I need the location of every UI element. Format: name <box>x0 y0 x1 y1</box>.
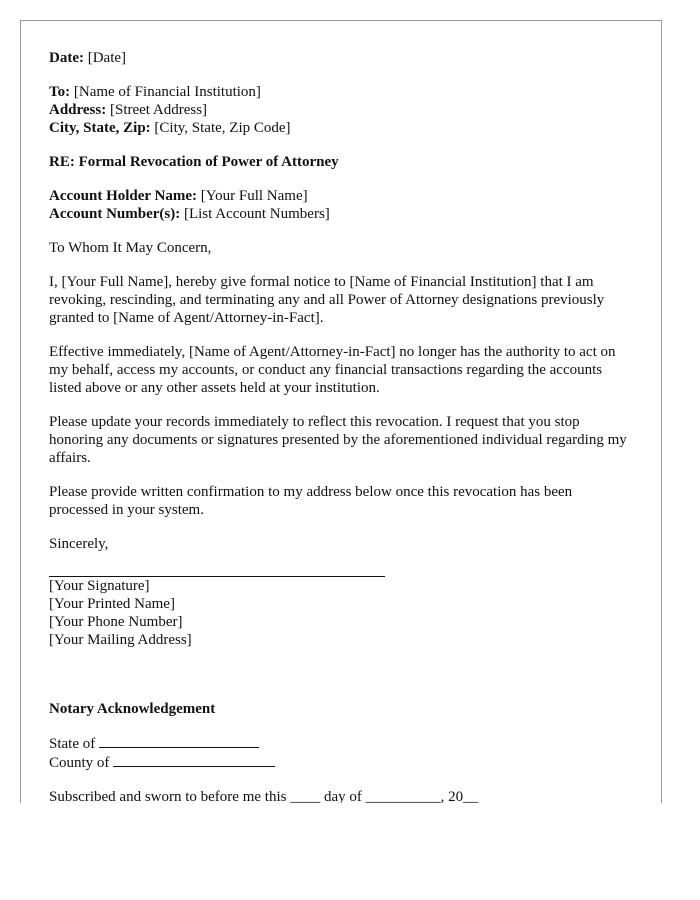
account-block <box>49 187 634 223</box>
printed-name-placeholder: [Your Printed Name] <box>49 596 175 612</box>
address-value: [Street Address] <box>109 102 208 118</box>
phone-placeholder: [Your Phone Number] <box>49 614 183 630</box>
account-value: [List Account Numbers] <box>183 206 330 222</box>
to-value: [Name of Financial Institution] <box>73 84 261 100</box>
document-page <box>20 20 662 803</box>
to-label: To: <box>49 84 71 100</box>
holder-line <box>49 187 634 205</box>
address-label: Address: <box>49 102 107 118</box>
account-line <box>49 205 634 223</box>
subject-line <box>49 153 634 171</box>
state-label: State of <box>49 736 96 752</box>
state-blank <box>99 734 259 748</box>
salutation: To Whom It May Concern, <box>49 240 212 256</box>
county-blank <box>113 753 275 767</box>
notary-fields <box>49 734 634 772</box>
city-line <box>49 119 634 137</box>
county-line <box>49 753 634 772</box>
city-label: City, State, Zip: <box>49 120 151 136</box>
address-line <box>49 101 634 119</box>
closing: Sincerely, <box>49 536 109 552</box>
notary-statement: Subscribed and sworn to before me this ____ day of __________, 20__ <box>49 789 479 803</box>
county-label: County of <box>49 755 110 771</box>
mailing-address-placeholder: [Your Mailing Address] <box>49 632 192 648</box>
account-label: Account Number(s): <box>49 206 181 222</box>
state-line <box>49 734 634 753</box>
date-line <box>49 49 634 67</box>
subject-text: RE: Formal Revocation of Power of Attorney <box>49 154 339 170</box>
letter-body <box>49 49 634 803</box>
recipient-block <box>49 83 634 137</box>
notary-title <box>49 700 634 718</box>
signature-placeholder: [Your Signature] <box>49 578 150 594</box>
signature-block <box>49 577 634 649</box>
notary-title-text: Notary Acknowledgement <box>49 701 216 717</box>
date-value: [Date] <box>87 50 127 66</box>
body-paragraph: Please update your records immediately to reflect this revocation. I request that you stop honoring any documents or signatures presented by the aforementioned individual regarding my affairs. <box>49 414 627 466</box>
date-label: Date: <box>49 50 84 66</box>
holder-label: Account Holder Name: <box>49 188 198 204</box>
body-paragraph: I, [Your Full Name], hereby give formal notice to [Name of Financial Institution] that I am revoking, rescinding, and terminating any and all Power of Attorney designations previously granted to [Name of Agent/Attorney-in-Fact]. <box>49 274 605 326</box>
to-line <box>49 83 634 101</box>
city-value: [City, State, Zip Code] <box>154 120 291 136</box>
body-paragraph: Please provide written confirmation to my address below once this revocation has been processed in your system. <box>49 484 573 518</box>
holder-value: [Your Full Name] <box>200 188 308 204</box>
body-paragraph: Effective immediately, [Name of Agent/Attorney-in-Fact] no longer has the authority to act on my behalf, access my accounts, or conduct any financial transactions regarding the accounts listed above or any other assets held at your institution. <box>49 344 616 396</box>
